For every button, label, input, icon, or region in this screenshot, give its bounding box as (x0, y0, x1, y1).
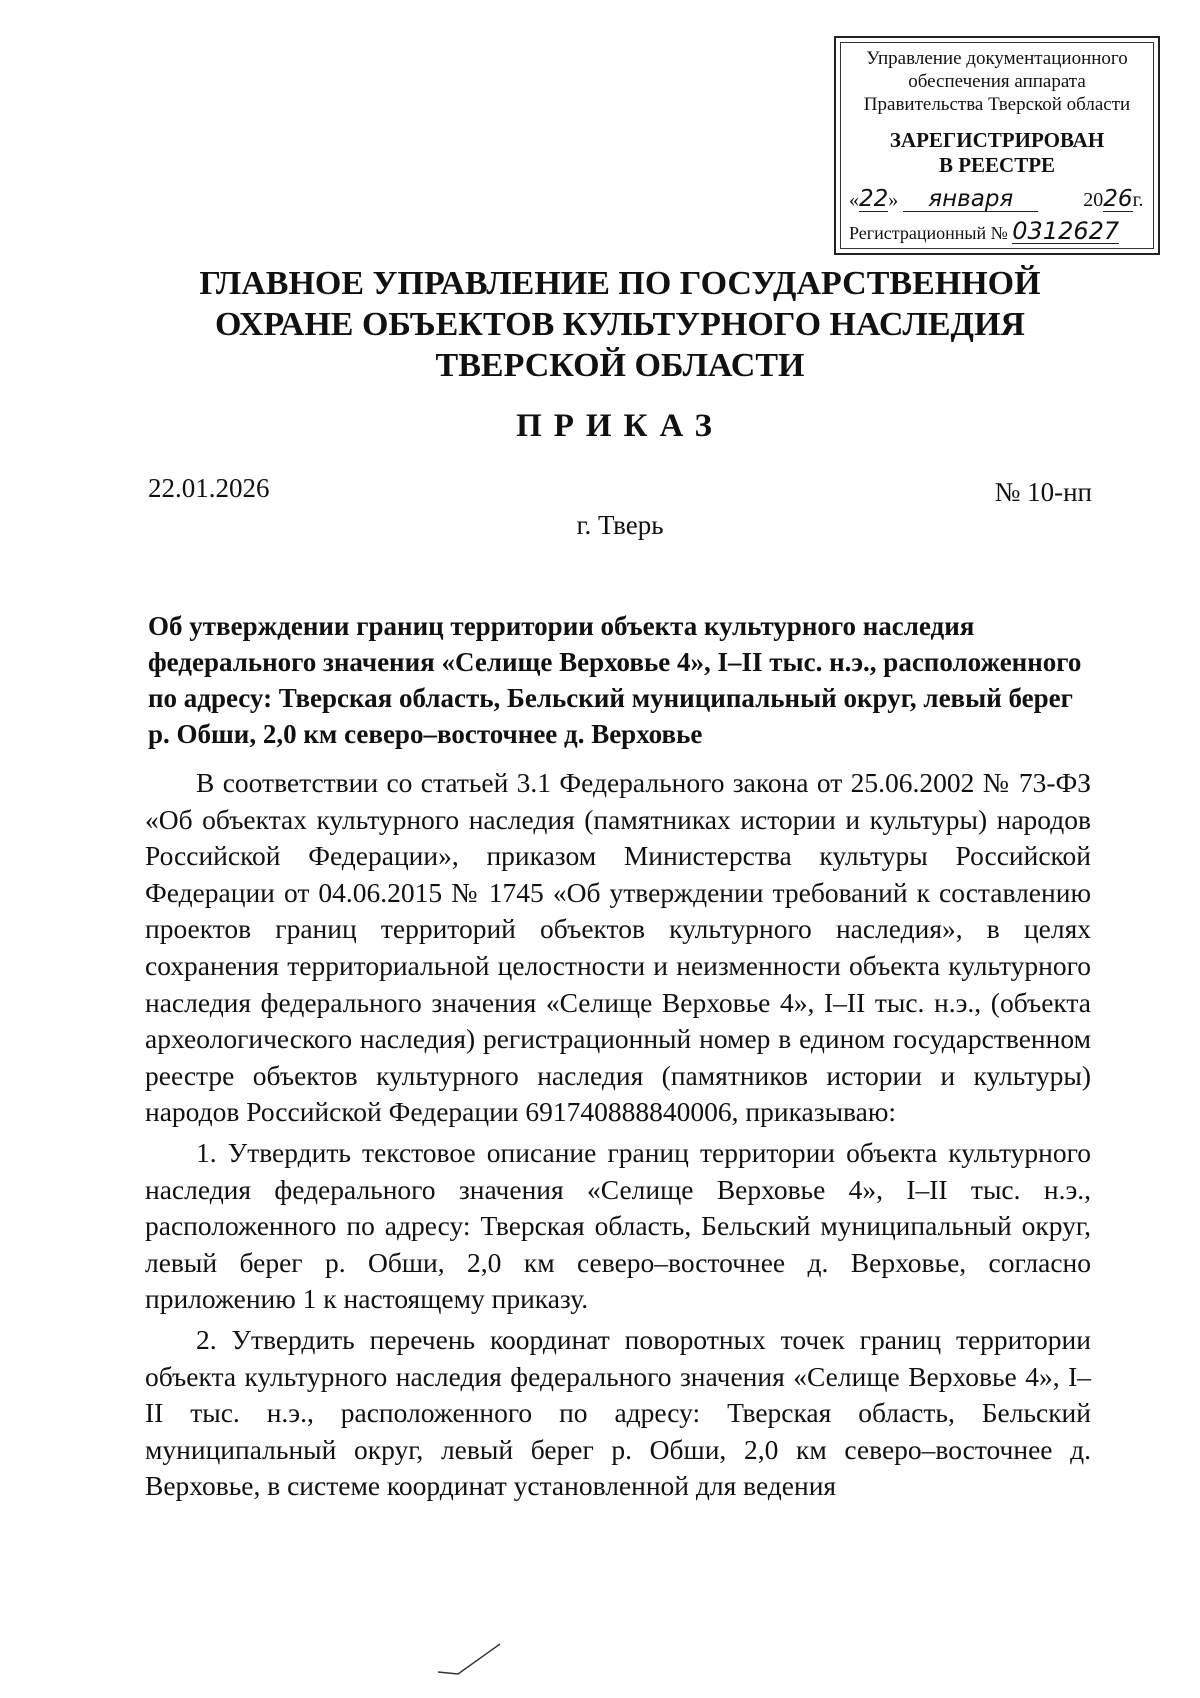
agency-line1: ГЛАВНОЕ УПРАВЛЕНИЕ ПО ГОСУДАРСТВЕННОЙ (199, 265, 1041, 302)
body-preamble: В соответствии со статьей 3.1 Федерального закона от 25.06.2002 № 73-ФЗ «Об объектах культурного наследия (памятниках истории и культуры) народов Российской Федерации», приказом Министерства культуры Российской Федерации от 04.06.2015 № 1745 «Об утверждении требований к составлению проектов границ территорий объектов культурного наследия», в целях сохранения территориальной целостности и неизменности объекта культурного наследия федерального значения «Селище Верховье 4», I–II тыс. н.э., (объекта археологического наследия) регистрационный номер в едином государственном реестре объектов культурного наследия (памятников истории и культуры) народов Российской Федерации 691740888840006, приказываю: (145, 767, 1091, 1128)
stamp-reg-number-label: Регистрационный № (849, 223, 1008, 243)
body-item-1: 1. Утвердить текстовое описание границ территории объекта культурного наследия федерального значения «Селище Верховье 4», I–II тыс. н.э., расположенного по адресу: Тверская область, Бельский муниципальный округ, левый берег р. Обши, 2,0 км северо–восточнее д. Верховье, согласно приложению 1 к настоящему приказу. (145, 1136, 1091, 1315)
document-city: г. Тверь (576, 510, 664, 540)
stamp-reg-line1: ЗАРЕГИСТРИРОВАН (889, 128, 1105, 152)
handwritten-check-mark (436, 1642, 502, 1676)
stamp-date-year-prefix: 20 (1083, 189, 1104, 211)
document-date: 22.01.2026 (148, 473, 270, 503)
agency-line3: ТВЕРСКОЙ ОБЛАСТИ (435, 347, 805, 384)
document-type: ПРИКАЗ (516, 408, 724, 444)
stamp-department (841, 47, 1153, 116)
stamp-registered (841, 128, 1153, 178)
stamp-reg-number (841, 217, 1153, 245)
body-item-2: 2. Утвердить перечень координат поворотных точек границ территории объекта культурного наследия федерального значения «Селище Верховье 4», I–II тыс. н.э., расположенного по адресу: Тверская область, Бельский муниципальный округ, левый берег р. Обши, 2,0 км северо–восточнее д. Верховье, в системе координат установленной для ведения (145, 1323, 1091, 1502)
stamp-date-open-quote: « (849, 189, 859, 211)
registration-stamp (834, 36, 1160, 255)
document-number: № 10-нп (994, 477, 1092, 507)
stamp-dept-line3: Правительства Тверской области (863, 94, 1131, 115)
stamp-date-close-quote: » (888, 189, 899, 211)
stamp-date (841, 188, 1153, 212)
stamp-date-day: 22 (859, 186, 889, 212)
agency-name (120, 263, 1120, 386)
stamp-reg-line2: В РЕЕСТРЕ (938, 153, 1056, 177)
stamp-reg-number-value: 0312627 (1012, 217, 1120, 245)
agency-line2: ОХРАНЕ ОБЪЕКТОВ КУЛЬТУРНОГО НАСЛЕДИЯ (215, 306, 1025, 343)
stamp-dept-line2: обеспечения аппарата (908, 71, 1086, 92)
registration-stamp-inner (840, 42, 1154, 249)
stamp-date-month: января (903, 188, 1038, 212)
document-body (145, 765, 1091, 1509)
document-title: Об утверждении границ территории объекта культурного наследия федерального значения «Селище Верховье 4», I–II тыс. н.э., расположенного по адресу: Тверская область, Бельский муниципальный округ, левый берег р. Обши, 2,0 км северо–восточнее д. Верховье (148, 611, 1082, 749)
stamp-date-year-suffix: 26 (1103, 186, 1133, 212)
stamp-date-year-unit: г. (1132, 189, 1144, 211)
stamp-dept-line1: Управление документационного (866, 48, 1128, 69)
